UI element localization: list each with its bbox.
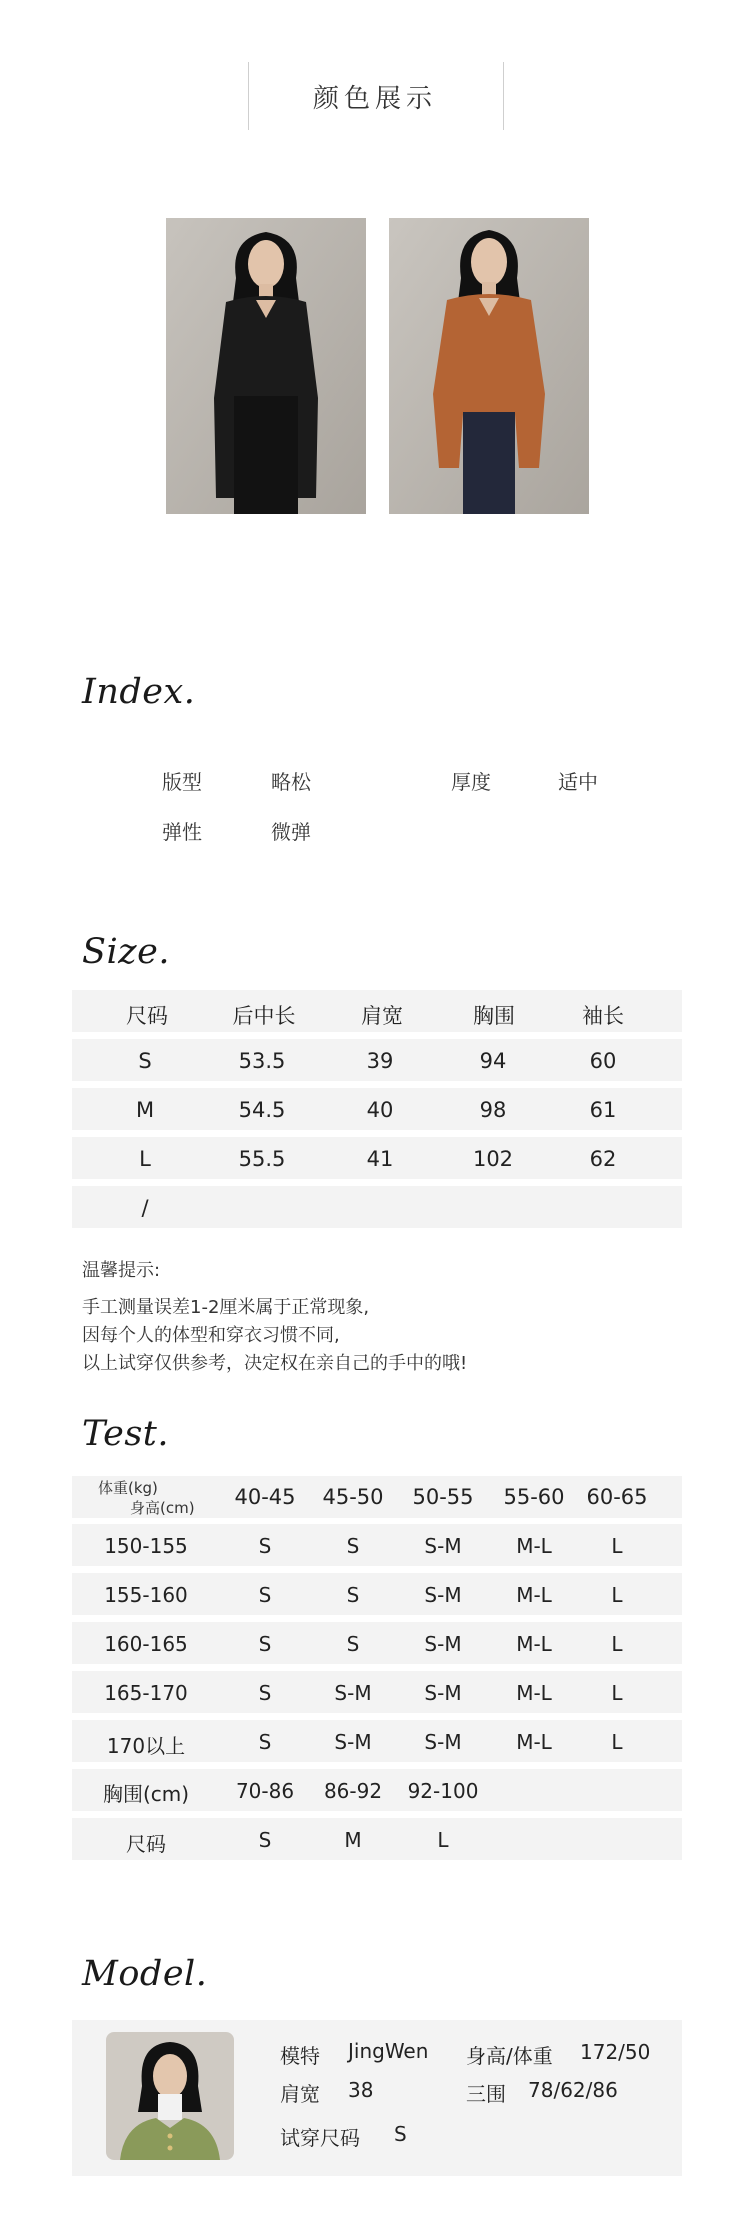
size-cell: 102 (472, 1147, 514, 1171)
test-cell: M-L (516, 1583, 552, 1607)
index-label-fit: 版型 (162, 770, 202, 794)
test-cell: S (258, 1534, 272, 1558)
test-cell: S-M (424, 1583, 462, 1607)
test-height: 160-165 (104, 1632, 188, 1656)
model-bust-label: 三围 (466, 2082, 506, 2106)
orange-blouse-photo (389, 218, 589, 514)
size-cell: 54.5 (238, 1098, 286, 1122)
test-cell: S (258, 1632, 272, 1656)
tips-title: 温馨提示: (82, 1260, 161, 1281)
model-size-label: 试穿尺码 (280, 2126, 360, 2150)
test-cell: S-M (334, 1681, 372, 1705)
test-cell: M-L (516, 1534, 552, 1558)
test-cell: S (346, 1534, 360, 1558)
test-height: 170以上 (106, 1734, 186, 1758)
test-cell: S-M (334, 1730, 372, 1754)
test-height: 165-170 (104, 1681, 188, 1705)
size-cell: 41 (366, 1147, 394, 1171)
test-cell: L (611, 1534, 623, 1558)
test-cell: M-L (516, 1632, 552, 1656)
black-blouse-photo (166, 218, 366, 514)
model-shoulder-value: 38 (348, 2078, 374, 2102)
test-cell: S (258, 1583, 272, 1607)
test-cell: L (611, 1681, 623, 1705)
size-col-header: 肩宽 (361, 1004, 403, 1028)
test-cell: M-L (516, 1681, 552, 1705)
test-size-label: 尺码 (126, 1832, 166, 1856)
size-cell: 98 (479, 1098, 507, 1122)
size-cell: 39 (366, 1049, 394, 1073)
test-corner-weight: 体重(kg) (98, 1479, 158, 1497)
size-heading: Size. (82, 932, 170, 972)
model-name-value: JingWen (348, 2039, 429, 2063)
test-cell: S (258, 1730, 272, 1754)
test-corner-height: 身高(cm) (130, 1499, 195, 1517)
test-cell: L (611, 1632, 623, 1656)
size-col-header: 胸围 (473, 1004, 515, 1028)
test-size-cell: M (344, 1828, 362, 1852)
test-heading: Test. (82, 1414, 169, 1454)
test-cell: S-M (424, 1534, 462, 1558)
model-shoulder-label: 肩宽 (280, 2082, 320, 2106)
test-cell: S (346, 1583, 360, 1607)
test-cell: S (346, 1632, 360, 1656)
test-size-cell: L (437, 1828, 449, 1852)
index-value-thickness: 适中 (558, 770, 598, 794)
page-title: 颜色展示 (312, 84, 437, 114)
test-cell: S (258, 1681, 272, 1705)
index-label-thickness: 厚度 (451, 770, 491, 794)
test-bust-cell: 92-100 (407, 1779, 479, 1803)
test-height: 150-155 (104, 1534, 188, 1558)
size-col-header: 尺码 (126, 1004, 168, 1028)
index-value-fit: 略松 (271, 770, 311, 794)
test-cell: S-M (424, 1632, 462, 1656)
table-row (72, 1186, 682, 1228)
size-cell: 62 (589, 1147, 617, 1171)
size-cell: L (139, 1147, 151, 1171)
tips-line: 因每个人的体型和穿衣习惯不同, (82, 1325, 340, 1346)
test-cell: S-M (424, 1681, 462, 1705)
size-col-header: 袖长 (582, 1004, 624, 1028)
size-cell: 40 (366, 1098, 394, 1122)
test-weight-header: 40-45 (234, 1485, 296, 1509)
size-cell: 61 (589, 1098, 617, 1122)
size-cell: 53.5 (238, 1049, 286, 1073)
size-cell: S (138, 1049, 152, 1073)
index-label-elasticity: 弹性 (162, 820, 202, 844)
test-cell: L (611, 1730, 623, 1754)
model-heading: Model. (82, 1954, 208, 1994)
test-height: 155-160 (104, 1583, 188, 1607)
test-size-cell: S (258, 1828, 272, 1852)
test-weight-header: 60-65 (586, 1485, 648, 1509)
size-cell: 60 (589, 1049, 617, 1073)
model-bust-value: 78/62/86 (528, 2078, 618, 2102)
model-hw-value: 172/50 (580, 2040, 651, 2064)
index-value-elasticity: 微弹 (271, 820, 311, 844)
test-bust-label: 胸围(cm) (102, 1782, 190, 1806)
tips-line: 手工测量误差1-2厘米属于正常现象, (82, 1297, 370, 1318)
size-col-header: 后中长 (232, 1004, 296, 1028)
tips-line: 以上试穿仅供参考，决定权在亲自己的手中的哦! (82, 1353, 468, 1374)
test-bust-cell: 70-86 (235, 1779, 295, 1803)
size-cell: 55.5 (238, 1147, 286, 1171)
test-bust-cell: 86-92 (323, 1779, 383, 1803)
model-avatar (106, 2032, 234, 2160)
size-cell: / (141, 1196, 149, 1220)
test-cell: L (611, 1583, 623, 1607)
test-weight-header: 45-50 (322, 1485, 384, 1509)
model-size-value: S (394, 2122, 407, 2146)
test-weight-header: 55-60 (503, 1485, 565, 1509)
size-cell: 94 (479, 1049, 507, 1073)
test-cell: S-M (424, 1730, 462, 1754)
test-cell: M-L (516, 1730, 552, 1754)
size-cell: M (135, 1098, 155, 1122)
model-name-label: 模特 (280, 2044, 320, 2068)
index-heading: Index. (82, 672, 196, 712)
test-weight-header: 50-55 (412, 1485, 474, 1509)
model-hw-label: 身高/体重 (466, 2044, 553, 2068)
